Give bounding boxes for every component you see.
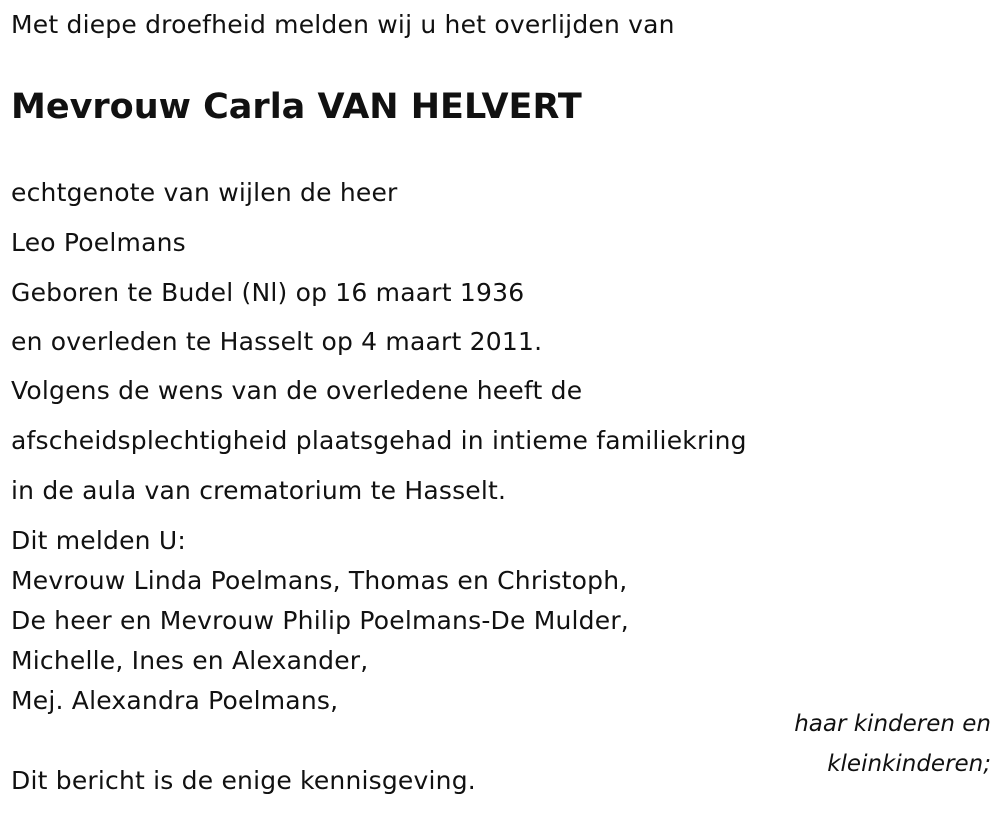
birth-text: Geboren te Budel (Nl) op 16 maart 1936 [11,278,525,307]
death-text: en overleden te Hasselt op 4 maart 2011. [11,327,543,356]
spouse-name: Leo Poelmans [11,228,186,257]
announcer-line: Mej. Alexandra Poelmans, [11,686,339,715]
relation-line-2: kleinkinderen; [827,751,991,777]
spouse-text: echtgenote van wijlen de heer [11,178,398,207]
intro-text: Met diepe droefheid melden wij u het overlijden van [11,10,675,39]
closing-text: Dit bericht is de enige kennisgeving. [11,766,476,795]
announcer-line: Michelle, Ines en Alexander, [11,646,369,675]
announcer-line: Mevrouw Linda Poelmans, Thomas en Christoph, [11,566,628,595]
relation-line-1: haar kinderen en [794,711,991,737]
announcers-heading: Dit melden U: [11,526,186,555]
ceremony-text: afscheidsplechtigheid plaatsgehad in intieme familiekring [11,426,747,455]
wish-text: Volgens de wens van de overledene heeft de [11,376,583,405]
location-text: in de aula van crematorium te Hasselt. [11,476,507,505]
deceased-name: Mevrouw Carla VAN HELVERT [11,87,582,127]
announcer-line: De heer en Mevrouw Philip Poelmans-De Mulder, [11,606,629,635]
